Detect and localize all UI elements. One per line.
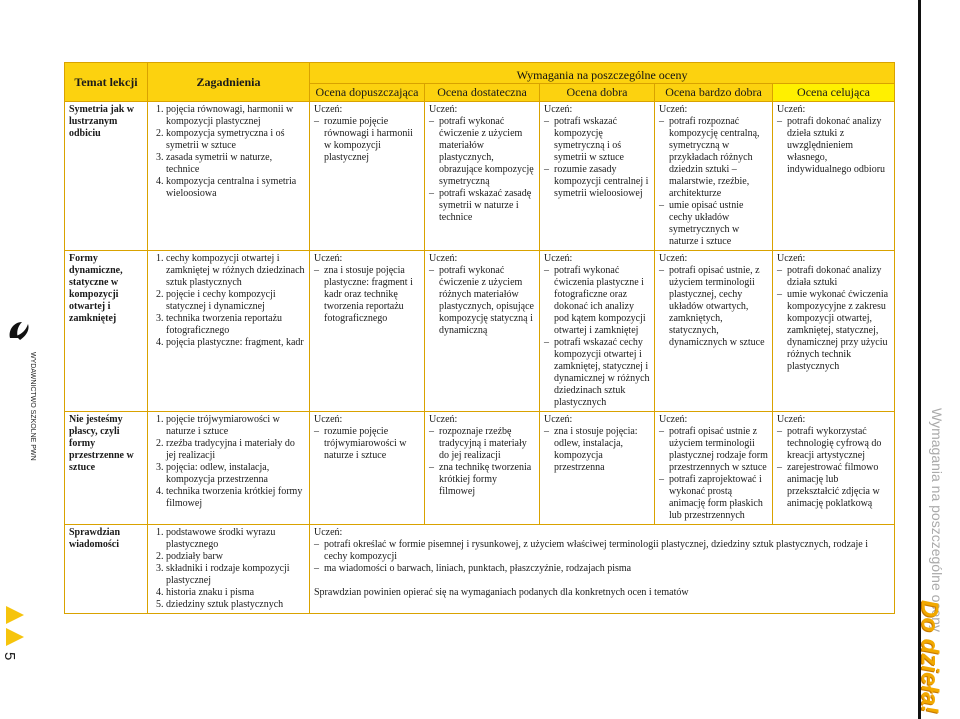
page-number: 5 (1, 652, 18, 661)
requirements-table (64, 62, 895, 614)
requirement-item: – potrafi wykorzystać technologię cyfrową do kreacji artystycznej (787, 426, 890, 462)
zagadnienie-item: 2. rzeźba tradycyjna i materiały do jej realizacji (166, 438, 305, 462)
row-temat: Formy dynamiczne, statyczne w kompozycji otwartej i zamkniętej (65, 251, 148, 412)
requirements-celujaca (773, 412, 895, 525)
zagadnienie-item: 3. zasada symetrii w naturze, technice (166, 152, 305, 176)
left-margin (0, 0, 48, 719)
requirements-celujaca (773, 251, 895, 412)
grade-header-dopuszczajaca: Ocena dopuszczająca (310, 84, 425, 102)
zagadnienie-item: 2. pojęcie i cechy kompozycji statycznej i dynamicznej (166, 289, 305, 313)
requirements-dopuszczajaca (310, 102, 425, 251)
requirement-item: – potrafi wykonać ćwiczenie z użyciem materiałów plastycznych, obrazujące kompozycję symetryczną (439, 116, 535, 188)
row-temat: Symetria jak w lustrzanym odbiciu (65, 102, 148, 251)
requirement-item: – potrafi wykonać ćwiczenia plastyczne i fotograficzne oraz dokonać ich analizy pod kątem kompozycji otwartej i zamkniętej (554, 265, 650, 337)
grade-header-bardzo-dobra: Ocena bardzo dobra (655, 84, 773, 102)
uczen-label: Uczeń: (314, 104, 343, 115)
zagadnienie-item: 1. pojęcia równowagi, harmonii w kompozycji plastycznej (166, 104, 305, 128)
requirements-dopuszczajaca (310, 251, 425, 412)
requirements-dobra (540, 412, 655, 525)
requirement-item: – rozumie pojęcie równowagi i harmonii w kompozycji plastycznej (324, 116, 420, 164)
requirement-item: – potrafi dokonać analizy dzieła sztuki z uwzględnieniem własnego, indywidualnego odbioru (787, 116, 890, 176)
requirements-dopuszczajaca (310, 412, 425, 525)
zagadnienie-item: 2. kompozycja symetryczna i oś symetrii w sztuce (166, 128, 305, 152)
requirements-dostateczna (425, 412, 540, 525)
uczen-label: Uczeń: (314, 414, 343, 425)
requirements-dobra (540, 251, 655, 412)
grade-header-dobra: Ocena dobra (540, 84, 655, 102)
summary-temat: Sprawdzian wiadomości (65, 525, 148, 614)
requirements-dobra (540, 102, 655, 251)
uczen-label: Uczeń: (429, 104, 458, 115)
requirement-item: – zna technikę tworzenia krótkiej formy filmowej (439, 462, 535, 498)
uczen-label: Uczeń: (659, 253, 688, 264)
uczen-label: Uczeń: (429, 253, 458, 264)
zagadnienie-item: 1. podstawowe środki wyrazu plastycznego (166, 527, 305, 551)
requirement-item: – rozpoznaje rzeźbę tradycyjną i materiały do jej realizacji (439, 426, 535, 462)
requirement-item: – rozumie zasady kompozycji centralnej i symetrii wieloosiowej (554, 164, 650, 200)
uczen-label: Uczeń: (544, 253, 573, 264)
publisher-logo-icon (6, 318, 32, 344)
requirement-item: – zna i stosuje pojęcia: odlew, instalacja, kompozycja przestrzenna (554, 426, 650, 474)
grade-header-celujaca: Ocena celująca (773, 84, 895, 102)
requirement-item: – potrafi rozpoznać kompozycję centralną, symetryczną w przykładach różnych dziedzin sztuki – malarstwie, rzeźbie, architekturze (669, 116, 768, 200)
table-row (65, 102, 895, 251)
col-header-wymagania: Wymagania na poszczególne oceny (310, 63, 895, 84)
zagadnienie-item: 3. składniki i rodzaje kompozycji plastycznej (166, 563, 305, 587)
uczen-label: Uczeń: (544, 104, 573, 115)
requirements-dostateczna (425, 102, 540, 251)
row-zagadnienia (148, 102, 310, 251)
uczen-label: Uczeń: (314, 527, 343, 538)
zagadnienie-item: 1. cechy kompozycji otwartej i zamkniętej w różnych dziedzinach sztuk plastycznych (166, 253, 305, 289)
summary-row (65, 525, 895, 614)
zagadnienie-item: 4. technika tworzenia krótkiej formy filmowej (166, 486, 305, 510)
uczen-label: Uczeń: (777, 104, 806, 115)
triangle-arrows-icon (4, 604, 26, 648)
requirement-item: – umie opisać ustnie cechy układów symetrycznych w naturze i sztuce (669, 200, 768, 248)
requirement-item: – potrafi wykonać ćwiczenie z użyciem różnych materiałów plastycznych, opisujące kompozycję statyczną i dynamiczną (439, 265, 535, 337)
col-header-temat: Temat lekcji (65, 63, 148, 102)
requirement-item: – potrafi dokonać analizy działa sztuki (787, 265, 890, 289)
uczen-label: Uczeń: (314, 253, 343, 264)
row-zagadnienia (148, 251, 310, 412)
uczen-label: Uczeń: (777, 253, 806, 264)
col-header-zagadnienia: Zagadnienia (148, 63, 310, 102)
uczen-label: Uczeń: (429, 414, 458, 425)
table-body (65, 102, 895, 525)
header-row-1 (65, 63, 895, 84)
requirement-item: – potrafi opisać ustnie z użyciem terminologii plastycznej rodzaje form przestrzennych w sztuce (669, 426, 768, 474)
requirement-item: – potrafi zaprojektować i wykonać prostą animację form płaskich lub przestrzennych (669, 474, 768, 522)
requirements-bardzo-dobra (655, 412, 773, 525)
summary-requirements (310, 525, 895, 614)
uczen-label: Uczeń: (544, 414, 573, 425)
requirements-celujaca (773, 102, 895, 251)
requirement-item: – zna i stosuje pojęcia plastyczne: fragment i kadr oraz technikę tworzenia reportażu fotograficznego (324, 265, 420, 325)
requirement-item: – umie wykonać ćwiczenia kompozycyjne z zakresu kompozycji otwartej, zamkniętej, statycznej, dynamicznej przy użyciu różnych technik plastycznych (787, 289, 890, 373)
row-temat: Nie jesteśmy płascy, czyli formy przestrzenne w sztuce (65, 412, 148, 525)
zagadnienie-item: 4. pojęcia plastyczne: fragment, kadr (166, 337, 305, 349)
uczen-label: Uczeń: (777, 414, 806, 425)
zagadnienie-item: 4. historia znaku i pisma (166, 587, 305, 599)
grade-header-dostateczna: Ocena dostateczna (425, 84, 540, 102)
requirement-item: – potrafi opisać ustnie, z użyciem terminologii plastycznej, cechy układów otwartych, zamkniętych, statycznych, dynamicznych w sztuce (669, 265, 768, 349)
zagadnienie-item: 3. technika tworzenia reportażu fotograficznego (166, 313, 305, 337)
side-title: Wymagania na poszczególne oceny (929, 408, 945, 633)
requirement-item: – potrafi wskazać zasadę symetrii w naturze i technice (439, 188, 535, 224)
requirement-item: – potrafi wskazać kompozycję symetryczną i oś symetrii w sztuce (554, 116, 650, 164)
brand-logo: Do dzieła! (916, 600, 943, 714)
summary-note: Sprawdzian powinien opierać się na wymaganiach podanych dla konkretnych ocen i tematów (314, 587, 689, 598)
table-row (65, 251, 895, 412)
requirements-dostateczna (425, 251, 540, 412)
table-row (65, 412, 895, 525)
zagadnienie-item: 3. pojęcia: odlew, instalacja, kompozycja przestrzenna (166, 462, 305, 486)
summary-zagadnienia (148, 525, 310, 614)
requirement-item: – potrafi określać w formie pisemnej i rysunkowej, z użyciem właściwej terminologii plastycznej, dziedziny sztuk plastycznych, rodzaje i cechy kompozycji (324, 539, 890, 563)
requirements-bardzo-dobra (655, 102, 773, 251)
requirement-item: – ma wiadomości o barwach, liniach, punktach, płaszczyźnie, rodzajach pisma (324, 563, 890, 575)
zagadnienie-item: 1. pojęcie trójwymiarowości w naturze i sztuce (166, 414, 305, 438)
uczen-label: Uczeń: (659, 414, 688, 425)
requirement-item: – potrafi wskazać cechy kompozycji otwartej i zamkniętej, statycznej i dynamicznej w różnych dziedzinach sztuk plastycznych (554, 337, 650, 409)
publisher-name: WYDAWNICTWO SZKOLNE PWN (29, 352, 36, 461)
requirement-item: – zarejestrować filmowo animację lub przekształcić zdjęcia w animację poklatkową (787, 462, 890, 510)
zagadnienie-item: 5. dziedziny sztuk plastycznych (166, 599, 305, 611)
zagadnienie-item: 2. podziały barw (166, 551, 305, 563)
requirements-bardzo-dobra (655, 251, 773, 412)
row-zagadnienia (148, 412, 310, 525)
requirement-item: – rozumie pojęcie trójwymiarowości w naturze i sztuce (324, 426, 420, 462)
zagadnienie-item: 4. kompozycja centralna i symetria wieloosiowa (166, 176, 305, 200)
uczen-label: Uczeń: (659, 104, 688, 115)
